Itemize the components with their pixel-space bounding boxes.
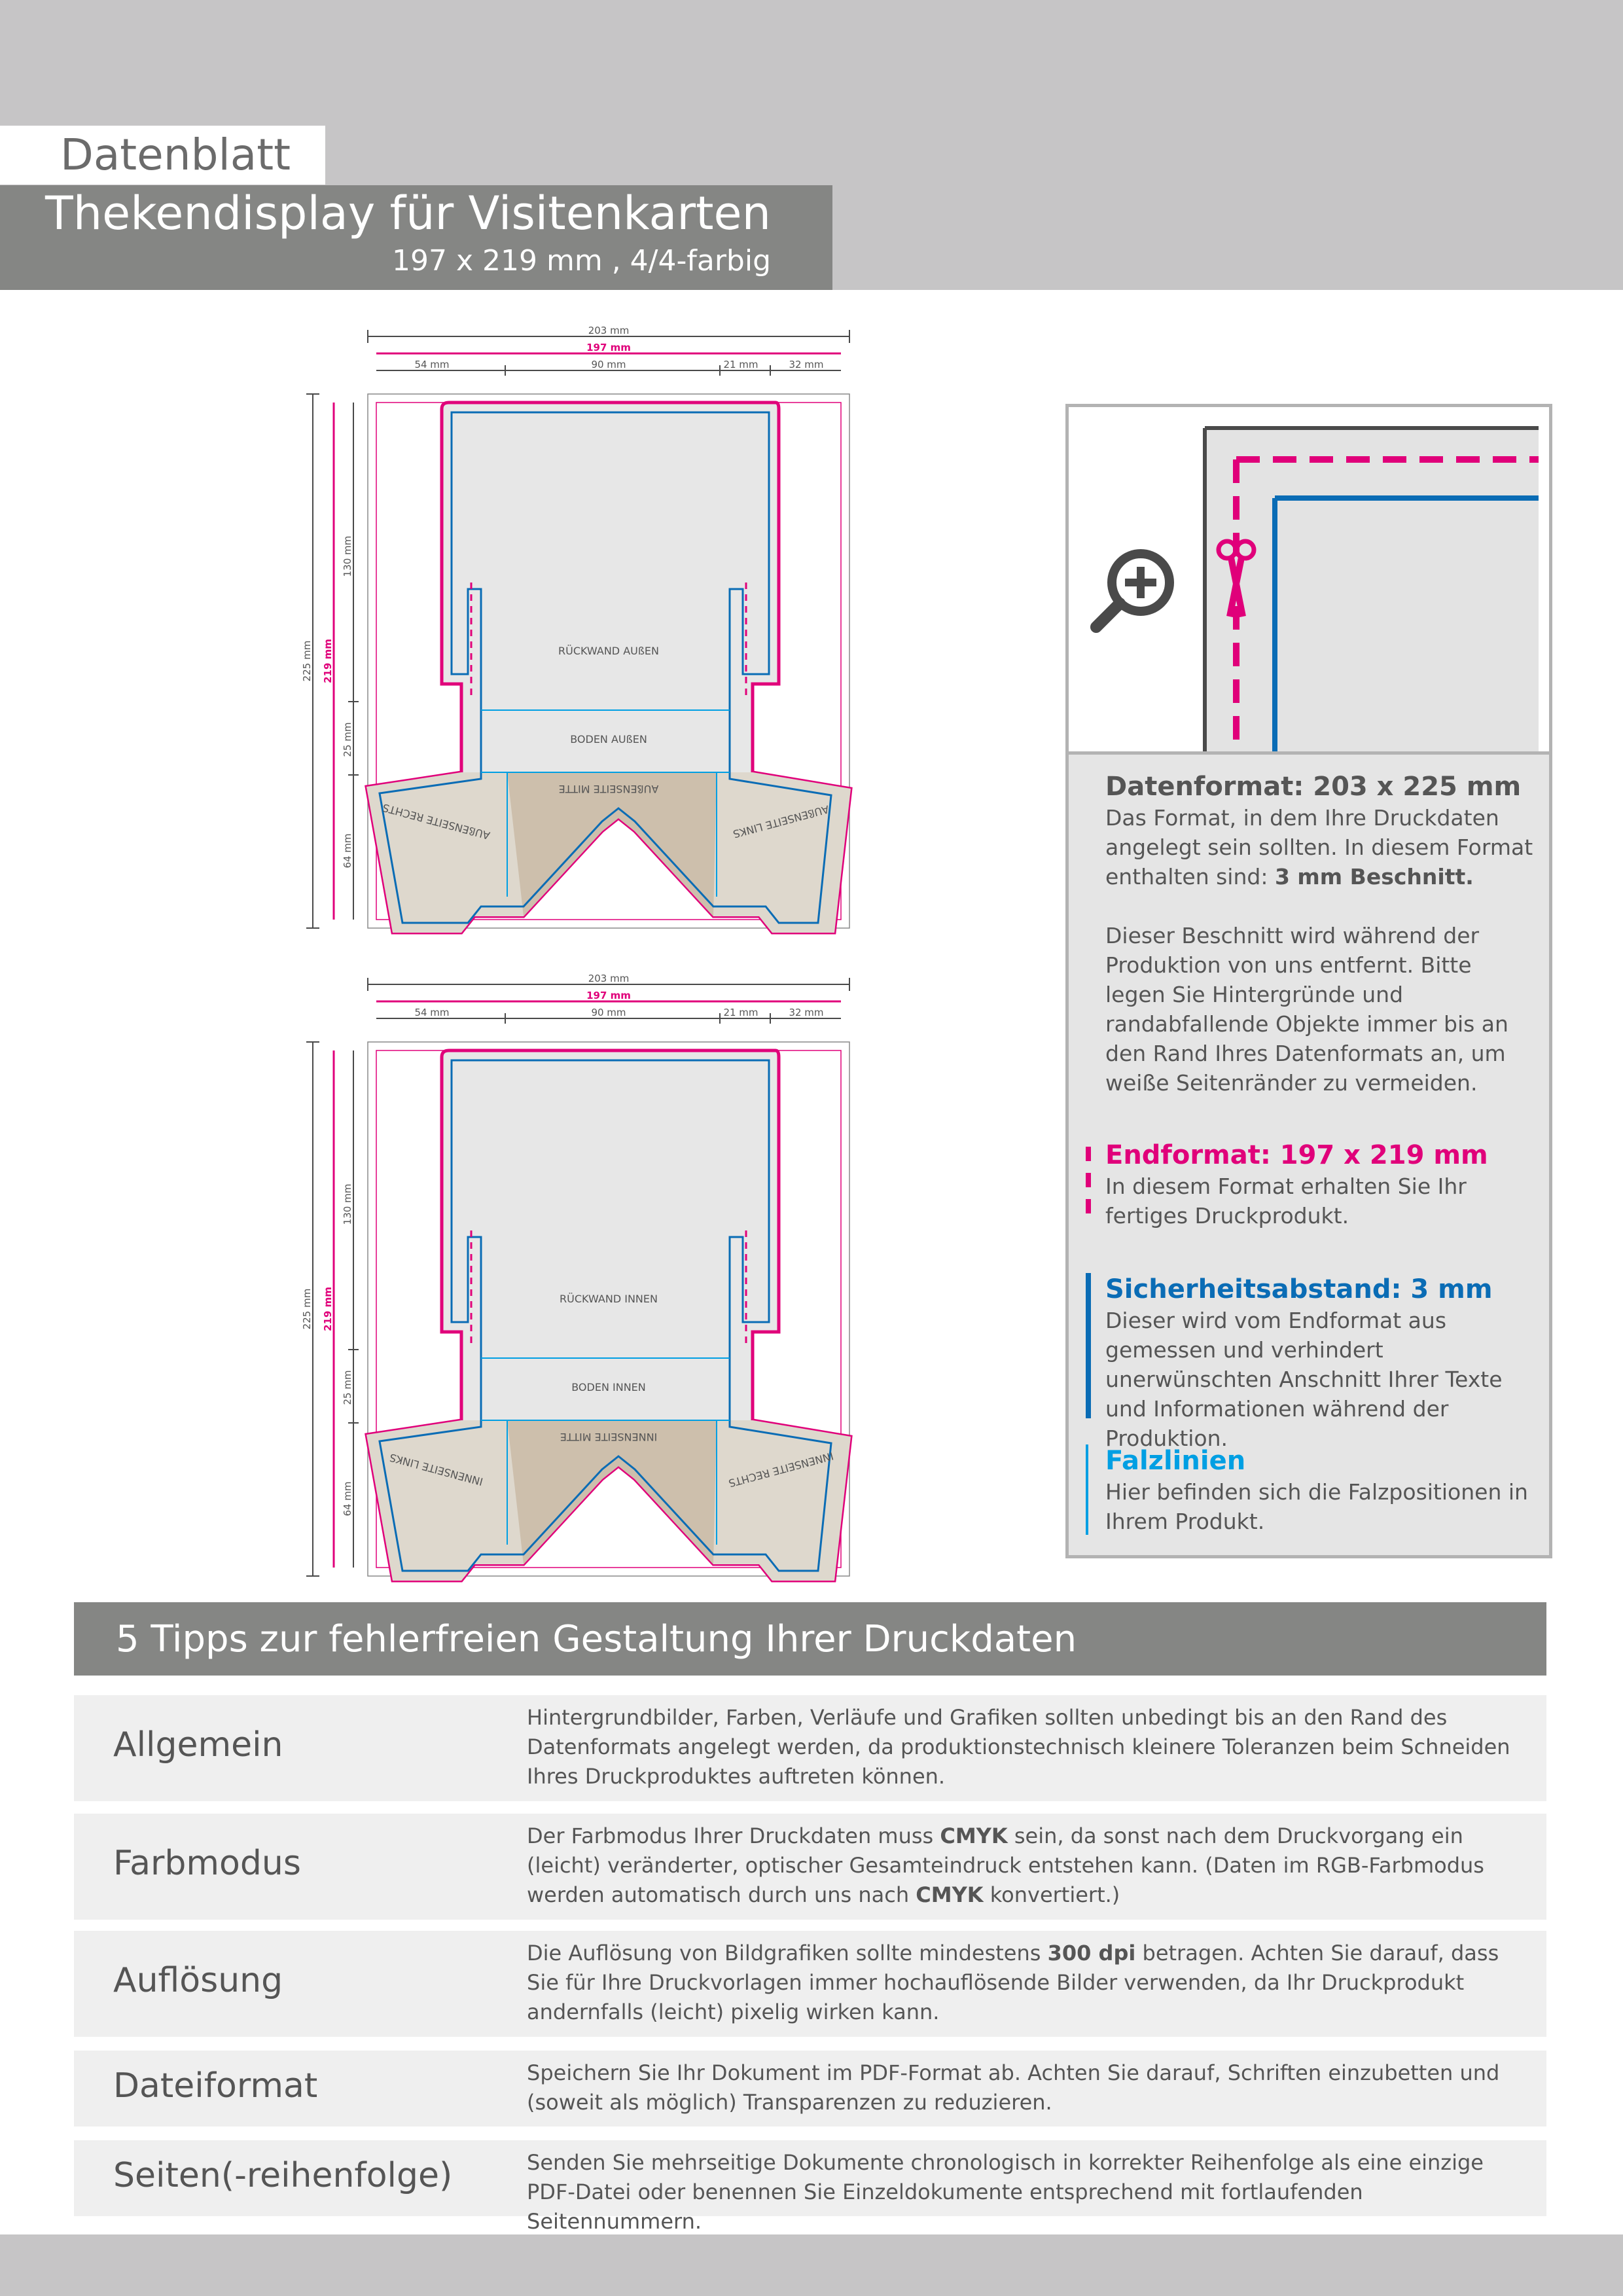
falz-title: Falzlinien (1105, 1446, 1246, 1476)
label-back: RÜCKWAND INNEN (560, 1293, 658, 1305)
label-left: INNENSEITE LINKS (388, 1451, 485, 1488)
tip-text-part: Der Farbmodus Ihrer Druckdaten muss (527, 1823, 940, 1848)
label-back: RÜCKWAND AUßEN (558, 645, 659, 657)
dim-seg2: 90 mm (591, 1007, 626, 1018)
dim-h1: 130 mm (342, 1183, 353, 1225)
dim-seg3: 21 mm (723, 1007, 758, 1018)
datenformat-text-2: Dieser Beschnitt wird während der Produktion von uns entfernt. Bitte legen Sie Hintergründe und randabfallende Objekte immer bis an den Rand Ihres Datenformats an, um weiße Seitenränder zu vermeiden. (1105, 923, 1508, 1096)
info-falz (1105, 1444, 1537, 1536)
endformat-marker (1086, 1147, 1091, 1225)
dim-final-height: 219 mm (322, 1287, 334, 1331)
footer-bar (0, 2234, 1623, 2296)
datenformat-title: Datenformat: 203 x 225 mm (1105, 772, 1522, 802)
zoom-illustration (1069, 407, 1549, 751)
sicherheit-text: Dieser wird vom Endformat aus gemessen und verhindert unerwünschten Anschnitt Ihrer Texte und Informationen während der Produktion. (1105, 1308, 1503, 1451)
label-right: INNENSEITE RECHTS (727, 1449, 835, 1490)
tip-text-bold: 300 dpi (1047, 1941, 1136, 1965)
label-middle: INNENSEITE MITTE (560, 1431, 658, 1443)
tip-text-bold: CMYK (916, 1882, 984, 1907)
dim-seg4: 32 mm (789, 359, 824, 370)
label-floor: BODEN INNEN (571, 1381, 646, 1393)
dieline-outside (294, 321, 870, 936)
tip-text: Speichern Sie Ihr Dokument im PDF-Format ab. Achten Sie darauf, Schriften einzubetten und (soweit als möglich) Transparenzen zu reduzieren. (527, 2060, 1500, 2115)
dim-seg3: 21 mm (723, 359, 758, 370)
info-endformat (1105, 1139, 1537, 1230)
dim-total-height: 225 mm (301, 1288, 313, 1330)
dim-final-width: 197 mm (586, 342, 631, 353)
label-right: AUßENSEITE LINKS (732, 802, 830, 841)
tip-text-part: konvertiert.) (983, 1882, 1120, 1907)
fold-marker (1086, 1444, 1088, 1535)
tip-label: Auflösung (113, 1961, 283, 2000)
dim-h2: 25 mm (342, 722, 353, 757)
tip-text (527, 1939, 1535, 2027)
sicherheit-title: Sicherheitsabstand: 3 mm (1105, 1274, 1493, 1304)
tips-header (74, 1602, 1546, 1676)
datasheet-tag (0, 126, 325, 185)
info-panel (1065, 404, 1552, 1558)
dim-seg1: 54 mm (414, 1007, 450, 1018)
dim-h1: 130 mm (342, 535, 353, 577)
info-datenformat (1105, 770, 1537, 1098)
zoom-detail (1069, 407, 1549, 755)
tip-text-part: betragen. Achten Sie darauf, dass Sie für Ihre Druckvorlagen immer hochauflösende Bilder verwenden, da Ihr Druckprodukt andernfalls (leicht) pixelig wirken kann. (527, 1941, 1499, 2024)
tip-label: Farbmodus (113, 1844, 301, 1883)
tip-text: Hintergrundbilder, Farben, Verläufe und Grafiken sollten unbedingt bis an den Rand des Datenformats angelegt werden, da produktionstechnisch kleinere Toleranzen beim Schneiden Ihres Druckproduktes auftreten können. (527, 1705, 1510, 1789)
tip-text-part: Die Auflösung von Bildgrafiken sollte mindestens (527, 1941, 1048, 1965)
label-floor: BODEN AUßEN (570, 733, 647, 745)
page-title: Thekendisplay für Visitenkarten (45, 187, 771, 240)
tips-title: 5 Tipps zur fehlerfreien Gestaltung Ihrer Druckdaten (116, 1618, 1077, 1660)
tip-row (74, 2140, 1546, 2234)
tip-row (74, 2051, 1546, 2126)
dim-total-width: 203 mm (588, 325, 630, 336)
zoom-in-icon (1096, 554, 1169, 627)
endformat-title: Endformat: 197 x 219 mm (1105, 1140, 1488, 1170)
datenformat-bleed: 3 mm Beschnitt. (1274, 864, 1474, 889)
tip-text (527, 1821, 1535, 1910)
label-left: AUßENSEITE RECHTS (381, 801, 491, 842)
datenformat-text: Das Format, in dem Ihre Druckdaten angelegt sein sollten. In diesem Format enthalten sind: (1105, 805, 1533, 889)
safety-marker (1086, 1273, 1091, 1418)
falz-text: Hier befinden sich die Falzpositionen in Ihrem Produkt. (1105, 1479, 1528, 1534)
dim-final-height: 219 mm (322, 639, 334, 683)
dieline-group (301, 973, 851, 1581)
info-sicherheit (1105, 1273, 1537, 1453)
tip-row (74, 1814, 1546, 1920)
page-subtitle: 197 x 219 mm , 4/4-farbig (392, 244, 771, 278)
tip-row (74, 1931, 1546, 2037)
dim-total-width: 203 mm (588, 973, 630, 984)
tip-label: Dateiformat (113, 2066, 318, 2106)
dim-h3: 64 mm (342, 1481, 353, 1516)
tip-text-bold: CMYK (940, 1823, 1008, 1848)
tip-label: Seiten(-reihenfolge) (113, 2156, 453, 2195)
tip-row (74, 1695, 1546, 1801)
tip-label: Allgemein (113, 1725, 283, 1765)
dim-h2: 25 mm (342, 1370, 353, 1405)
dim-h3: 64 mm (342, 833, 353, 869)
label-middle: AUßENSEITE MITTE (558, 783, 659, 795)
tip-text-part: sein, da sonst nach dem Druckvorgang ein (leicht) veränderter, optischer Gesamteindruck entstehen kann. (Daten im RGB-Farbmodus werden automatisch durch uns nach (527, 1823, 1484, 1907)
dim-seg4: 32 mm (789, 1007, 824, 1018)
dieline-group (301, 325, 851, 933)
title-bar (0, 185, 832, 290)
dim-total-height: 225 mm (301, 640, 313, 682)
tip-text: Senden Sie mehrseitige Dokumente chronologisch in korrekter Reihenfolge als eine einzige PDF-Datei oder benennen Sie Einzeldokumente entsprechend mit fortlaufenden Seitennummern. (527, 2150, 1484, 2234)
dim-seg2: 90 mm (591, 359, 626, 370)
dim-seg1: 54 mm (414, 359, 450, 370)
dieline-inside (294, 969, 870, 1584)
endformat-text: In diesem Format erhalten Sie Ihr fertiges Druckprodukt. (1105, 1174, 1467, 1229)
datasheet-label: Datenblatt (60, 130, 291, 180)
dim-final-width: 197 mm (586, 990, 631, 1001)
